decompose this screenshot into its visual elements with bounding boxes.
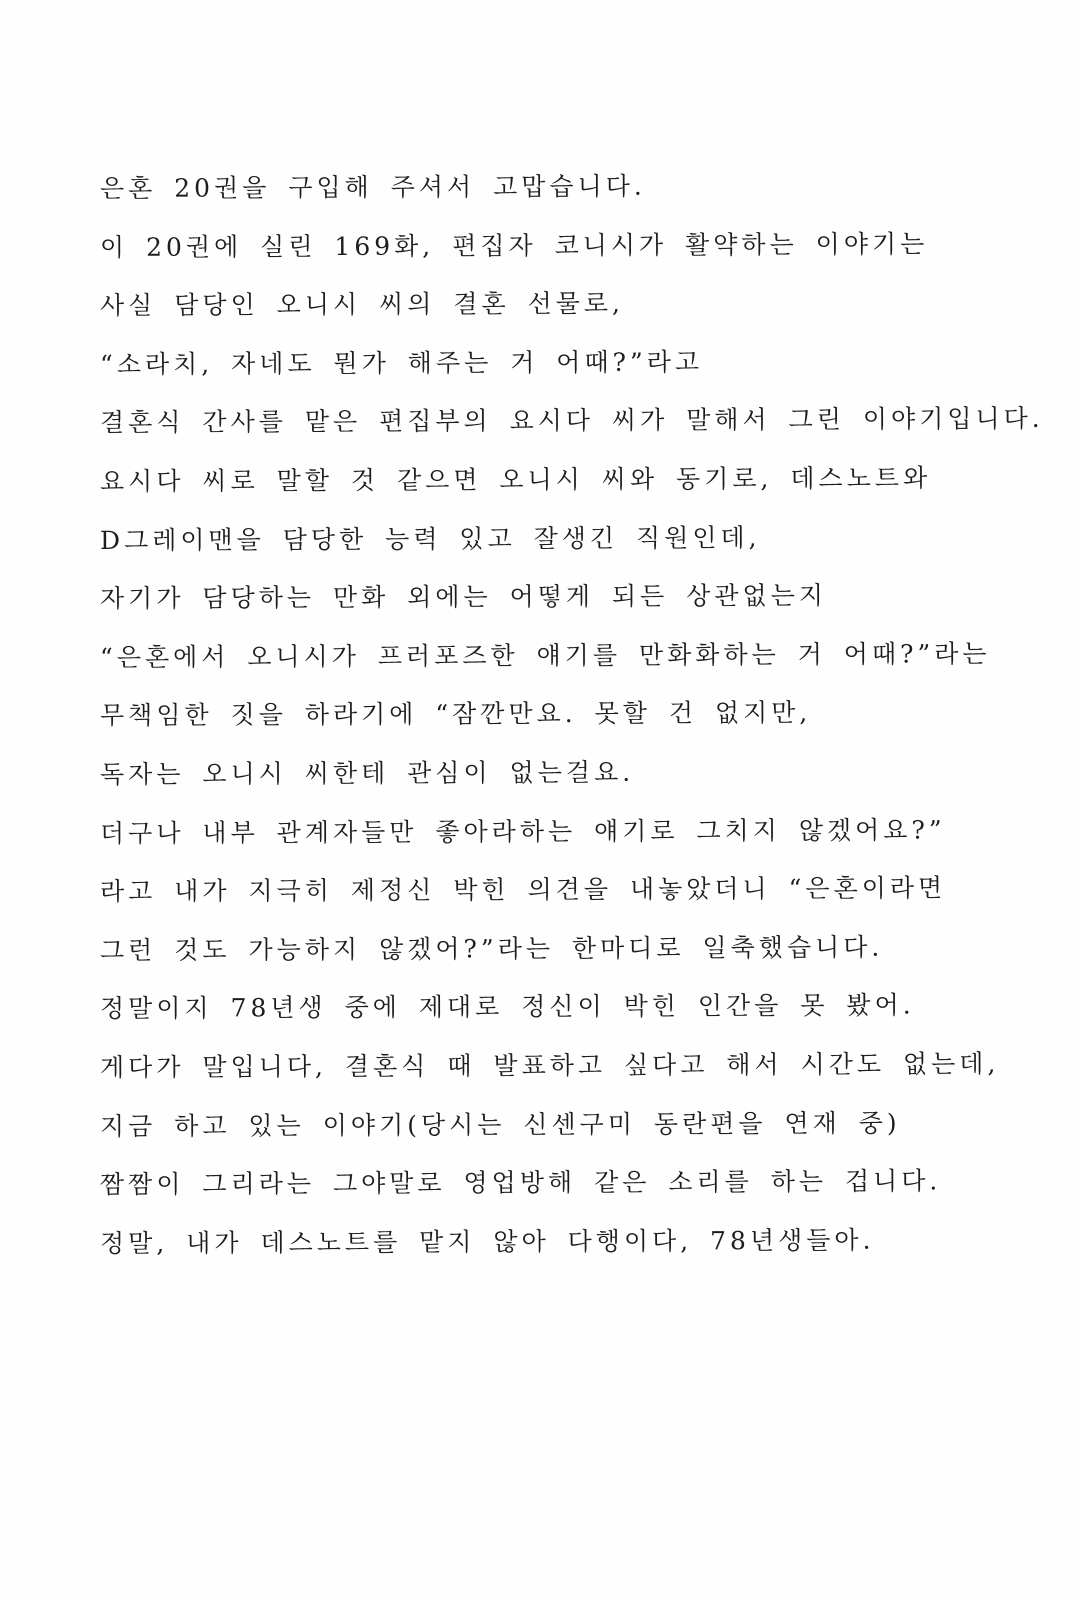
handwritten-letter <box>99 160 1044 1273</box>
letter-line: D그레이맨을 담당한 능력 있고 잘생긴 직원인데, <box>99 522 761 555</box>
letter-line: 그런 것도 가능하지 않겠어?”라는 한마디로 일축했습니다. <box>99 932 884 965</box>
letter-line: 정말, 내가 데스노트를 맡지 않아 다행이다, 78년생들아. <box>99 1225 875 1258</box>
letter-line: 정말이지 78년생 중에 제대로 정신이 박힌 인간을 못 봤어. <box>99 990 915 1024</box>
letter-line: 지금 하고 있는 이야기(당시는 신센구미 동란편을 연재 중) <box>99 1108 901 1141</box>
letter-line: “소라치, 자네도 뭔가 해주는 거 어때?”라고 <box>99 347 704 379</box>
letter-line: 사실 담당인 오니시 씨의 결혼 선물로, <box>99 288 624 321</box>
letter-line: 무책임한 짓을 하라기에 “잠깐만요. 못할 건 없지만, <box>99 698 812 731</box>
letter-line: 결혼식 간사를 맡은 편집부의 요시다 씨가 말해서 그린 이야기입니다. <box>99 404 1044 438</box>
letter-line: 이 20권에 실린 169화, 편집자 코니시가 활약하는 이야기는 <box>99 228 929 262</box>
letter-line: 게다가 말입니다, 결혼식 때 발표하고 싶다고 해서 시간도 없는데, <box>99 1048 1000 1082</box>
letter-line: 은혼 20권을 구입해 주셔서 고맙습니다. <box>99 171 646 203</box>
letter-line: 더구나 내부 관계자들만 좋아라하는 얘기로 그치지 않겠어요?” <box>99 814 946 848</box>
letter-line: 짬짬이 그리라는 그야말로 영업방해 같은 소리를 하는 겁니다. <box>99 1166 942 1200</box>
letter-line: 자기가 담당하는 만화 외에는 어떻게 되든 상관없는지 <box>99 580 828 614</box>
letter-line: “은혼에서 오니시가 프러포즈한 얘기를 만화화하는 거 어때?”라는 <box>99 638 991 672</box>
letter-line: 라고 내가 지극히 제정신 박힌 의견을 내놓았더니 “은혼이라면 <box>99 873 947 907</box>
letter-line: 요시다 씨로 말할 것 같으면 오니시 씨와 동기로, 데스노트와 <box>99 463 932 496</box>
letter-line: 독자는 오니시 씨한테 관심이 없는걸요. <box>99 757 635 789</box>
